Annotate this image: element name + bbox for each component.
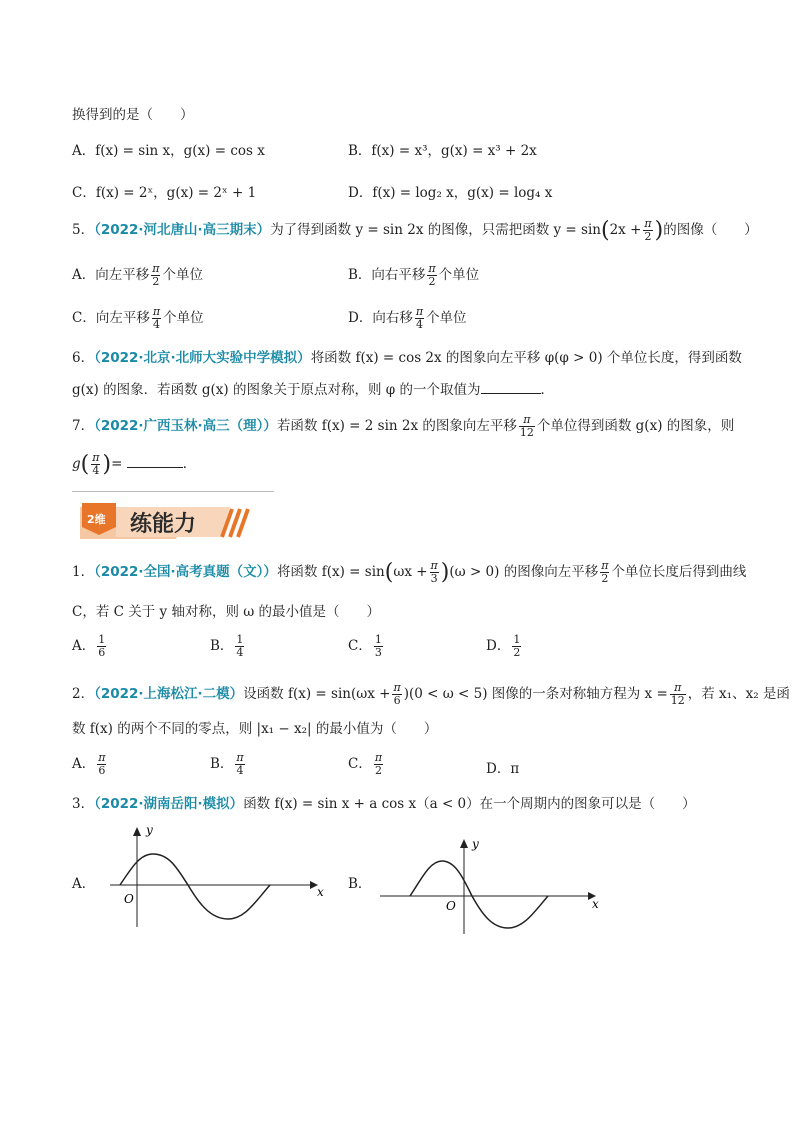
inner-expr: 2x + — [609, 222, 642, 238]
y-axis-label: y — [146, 823, 153, 837]
q5-option-c[interactable]: C．向左平移 $\frac{\pi}{4}$ 个单位 — [72, 305, 204, 331]
origin-label: O — [124, 892, 134, 906]
fraction-pi-12: $\frac{\pi}{12}$ — [519, 413, 534, 439]
question-source: （2022·全国·高考真题（文）） — [94, 564, 277, 580]
question-7: 7．（2022·广西玉林·高三（理））若函数 f(x) = 2 sin 2x 的图象向左平移 $\frac{\pi}{12}$ 个单位得到函数 g(x) 的图象，则 — [72, 413, 735, 439]
practice-1: 1．（2022·全国·高考真题（文））将函数 f(x) = sin(ωx + $\frac{\pi}{3}$ )(ω > 0) 的图像向左平移 $\frac{\pi}{2}$ 个单位长度后得到曲线 — [72, 559, 747, 585]
q4-option-b[interactable]: B．f(x) = x³，g(x) = x³ + 2x — [348, 143, 537, 159]
practice-2: 2．（2022·上海松江·二模）设函数 f(x) = sin(ωx + $\frac{\pi}{6}$ )(0 < ω < 5) 图像的一条对称轴方程为 x = $\frac{\pi}{12}$ ，若 x₁、x₂ 是函 — [72, 681, 790, 707]
q4-tail: 换得到的是（ ） — [72, 107, 194, 123]
q5-option-a[interactable]: A．向左平移 $\frac{\pi}{2}$ 个单位 — [72, 262, 203, 288]
question-6-line-2: g(x) 的图象．若函数 g(x) 的图象关于原点对称，则 φ 的一个取值为 ． — [72, 382, 554, 398]
graph-option-b[interactable] — [380, 836, 610, 936]
practice-2-line-2: 数 f(x) 的两个不同的零点，则 |x₁ − x₂| 的最小值为（ ） — [72, 721, 438, 737]
paren-left: ( — [600, 218, 610, 243]
question-5 — [72, 218, 758, 243]
origin-label: O — [446, 899, 456, 913]
x-axis-label: x — [592, 897, 599, 911]
question-text: 为了得到函数 y = sin 2x 的图像，只需把函数 y = sin — [270, 222, 601, 238]
graph-option-a[interactable] — [110, 822, 330, 927]
p2-option-d[interactable]: D．π — [486, 761, 520, 777]
q5-option-b[interactable]: B．向右平移 $\frac{\pi}{2}$ 个单位 — [348, 262, 480, 288]
y-axis-label: y — [472, 837, 479, 851]
section-banner — [80, 503, 260, 541]
answer-blank[interactable] — [481, 393, 541, 394]
question-6: 6．（2022·北京·北师大实验中学模拟）将函数 f(x) = cos 2x 的图象向左平移 φ(φ > 0) 个单位长度，得到函数 — [72, 350, 742, 366]
p2-option-b[interactable]: B． $\frac{\pi}{4}$ — [210, 751, 244, 777]
practice-1-line-2: C，若 C 关于 y 轴对称，则 ω 的最小值是（ ） — [72, 604, 381, 620]
p1-option-b[interactable]: B． $\frac{1}{4}$ — [210, 633, 244, 659]
question-source: （2022·北京·北师大实验中学模拟） — [94, 350, 311, 366]
question-source: （2022·广西玉林·高三（理）） — [94, 418, 277, 434]
p3-option-b-label[interactable]: B． — [348, 876, 372, 892]
p2-option-a[interactable]: A． $\frac{\pi}{6}$ — [72, 751, 106, 777]
q5-option-d[interactable]: D．向右移 $\frac{\pi}{4}$ 个单位 — [348, 305, 467, 331]
banner-badge: 2维 — [87, 513, 106, 526]
paren-right: ) — [654, 218, 664, 243]
q4-option-a[interactable]: A．f(x) = sin x，g(x) = cos x — [72, 143, 265, 159]
p3-option-a-label[interactable]: A． — [72, 876, 96, 892]
p1-option-c[interactable]: C． $\frac{1}{3}$ — [348, 633, 382, 659]
fraction-pi-2: $\frac{\pi}{2}$ — [644, 217, 652, 243]
banner-title: 练能力 — [130, 512, 197, 537]
question-7-line-2: g( $\frac{\pi}{4}$ )= ． — [72, 451, 197, 477]
p2-option-c[interactable]: C． $\frac{\pi}{2}$ — [348, 751, 383, 777]
p1-option-a[interactable]: A． $\frac{1}{6}$ — [72, 633, 106, 659]
answer-blank[interactable] — [127, 467, 183, 468]
section-divider — [72, 491, 274, 492]
q4-option-d[interactable]: D．f(x) = log₂ x，g(x) = log₄ x — [348, 185, 553, 201]
x-axis-label: x — [317, 885, 324, 899]
question-source: （2022·上海松江·二模） — [94, 686, 244, 702]
question-number: 5． — [72, 222, 95, 238]
question-source: （2022·湖南岳阳·模拟） — [94, 796, 244, 812]
practice-3: 3．（2022·湖南岳阳·模拟）函数 f(x) = sin x + a cos x（a < 0）在一个周期内的图象可以是（ ） — [72, 796, 696, 812]
question-text-end: 的图像（ ） — [663, 222, 758, 238]
p1-option-d[interactable]: D． $\frac{1}{2}$ — [486, 633, 521, 659]
question-source: （2022·河北唐山·高三期末） — [94, 222, 271, 238]
q4-option-c[interactable]: C．f(x) = 2ˣ，g(x) = 2ˣ + 1 — [72, 185, 257, 201]
